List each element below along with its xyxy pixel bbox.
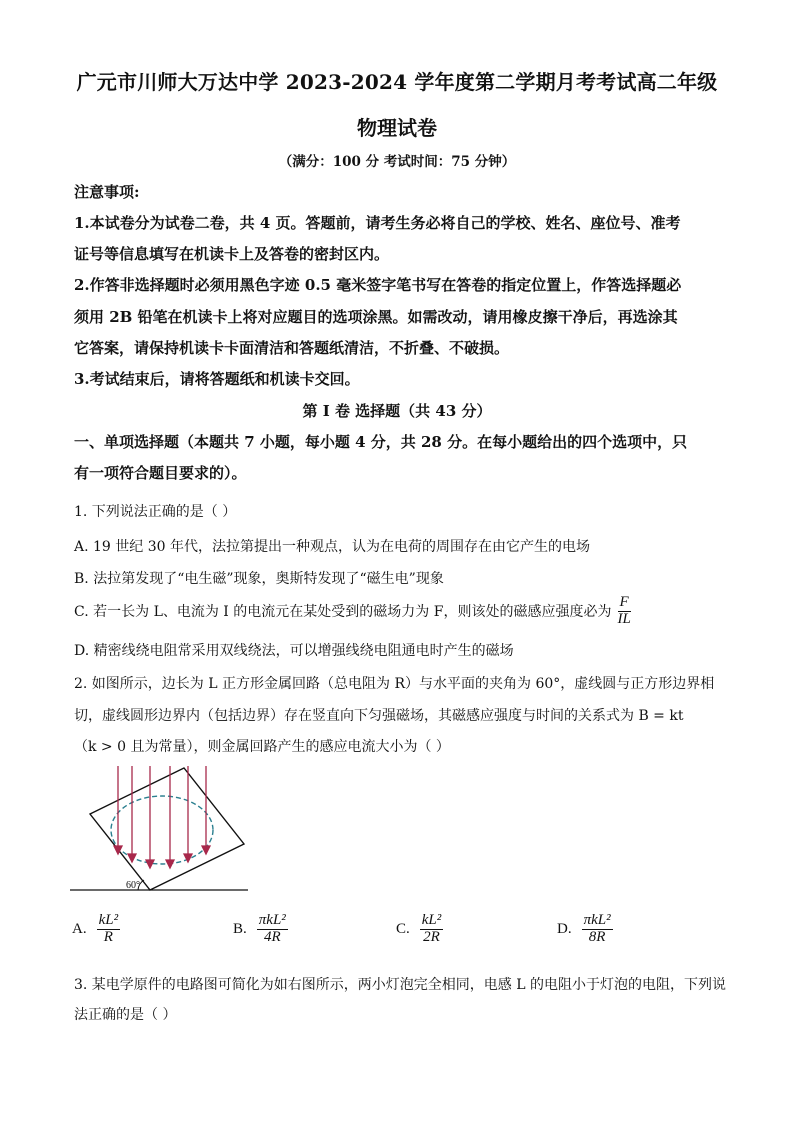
q2-option-d-fraction (582, 913, 613, 946)
q3-line-2: 法正确的是（ ） (74, 1007, 177, 1023)
note-2-line-3: 它答案，请保持机读卡卡面清洁和答题纸清洁，不折叠、不破损。 (74, 339, 510, 357)
q2-option-c-fraction (420, 913, 444, 946)
note-2-line-2: 须用 2B 铅笔在机读卡上将对应题目的选项涂黑。如需改动，请用橡皮擦干净后，再选涂其 (74, 308, 678, 326)
q2-d-denominator: 8R (588, 928, 606, 945)
q1-option-c-text: C. 若一长为 L、电流为 I 的电流元在某处受到的磁场力为 F，则该处的磁感应强度必为 (74, 604, 612, 621)
q3-line-1: 3. 某电学原件的电路图可简化为如右图所示，两小灯泡完全相同，电感 L 的电阻小于灯泡的电阻，下列说 (74, 977, 727, 993)
part-title: 第 I 卷 选择题（共 43 分） (302, 402, 492, 420)
exam-title: 广元市川师大万达中学 2023-2024 学年度第二学期月考考试高二年级 (76, 70, 718, 94)
notes-heading: 注意事项: (74, 183, 140, 201)
q1-option-d: D. 精密线绕电阻常采用双线绕法，可以增强线绕电阻通电时产生的磁场 (74, 643, 514, 659)
square-loop (90, 768, 244, 890)
q1-c-numerator: F (619, 594, 629, 610)
q2-b-denominator: 4R (263, 928, 281, 945)
q2-a-denominator: R (103, 928, 113, 945)
dashed-field-boundary (111, 796, 213, 864)
q2-option-a-label: A. (72, 920, 87, 937)
q2-c-denominator: 2R (423, 928, 440, 945)
q2-line-2: 切，虚线圆形边界内（包括边界）存在竖直向下匀强磁场，其磁感应强度与时间的关系式为 B = kt (74, 708, 684, 724)
q1-option-c (74, 595, 633, 628)
note-1-line-2: 证号等信息填写在机读卡上及答卷的密封区内。 (74, 245, 390, 263)
q2-option-d-label: D. (557, 920, 572, 937)
q2-option-d (557, 913, 613, 946)
q2-option-b-fraction (257, 913, 288, 946)
q2-option-b-label: B. (233, 920, 247, 937)
q2-figure (70, 762, 250, 898)
exam-subtitle: 物理试卷 (357, 116, 437, 140)
magnetic-field-arrows (114, 766, 210, 868)
q2-line-1: 2. 如图所示，边长为 L 正方形金属回路（总电阻为 R）与水平面的夹角为 60°，虚线圆与正方形边界相 (74, 676, 715, 692)
section-heading-line-2: 有一项符合题目要求的）。 (74, 464, 247, 482)
section-heading-line-1: 一、单项选择题（本题共 7 小题，每小题 4 分，共 28 分。在每小题给出的四个选项中，只 (74, 433, 688, 451)
q2-line-3: （k > 0 且为常量），则金属回路产生的感应电流大小为（ ） (74, 739, 450, 755)
q2-option-a (72, 913, 120, 946)
note-1-line-1: 1.本试卷分为试卷二卷，共 4 页。答题前，请考生务必将自己的学校、姓名、座位号、准考 (74, 214, 681, 232)
q2-option-c (396, 913, 443, 946)
exam-info: （满分：100 分 考试时间：75 分钟） (278, 154, 516, 170)
q1-option-b: B. 法拉第发现了“电生磁”现象，奥斯特发现了“磁生电”现象 (74, 571, 444, 587)
q2-option-b (233, 913, 288, 946)
angle-label: 60° (126, 880, 140, 891)
q1-c-denominator: IL (617, 610, 631, 627)
q2-option-c-label: C. (396, 920, 410, 937)
note-2-line-1: 2.作答非选择题时必须用黑色字迹 0.5 毫米签字笔书写在答卷的指定位置上，作答选择题必 (74, 276, 682, 294)
note-3: 3.考试结束后，请将答题纸和机读卡交回。 (74, 370, 360, 388)
q2-b-numerator: πkL² (258, 912, 286, 928)
q2-a-numerator: kL² (98, 912, 119, 928)
q1-option-a: A. 19 世纪 30 年代，法拉第提出一种观点，认为在电荷的周围存在由它产生的电场 (74, 539, 590, 555)
q1-option-c-fraction (615, 595, 632, 628)
q1-stem: 1. 下列说法正确的是（ ） (74, 504, 237, 520)
q2-option-a-fraction (97, 913, 121, 946)
q2-c-numerator: kL² (421, 912, 442, 928)
q2-d-numerator: πkL² (583, 912, 611, 928)
